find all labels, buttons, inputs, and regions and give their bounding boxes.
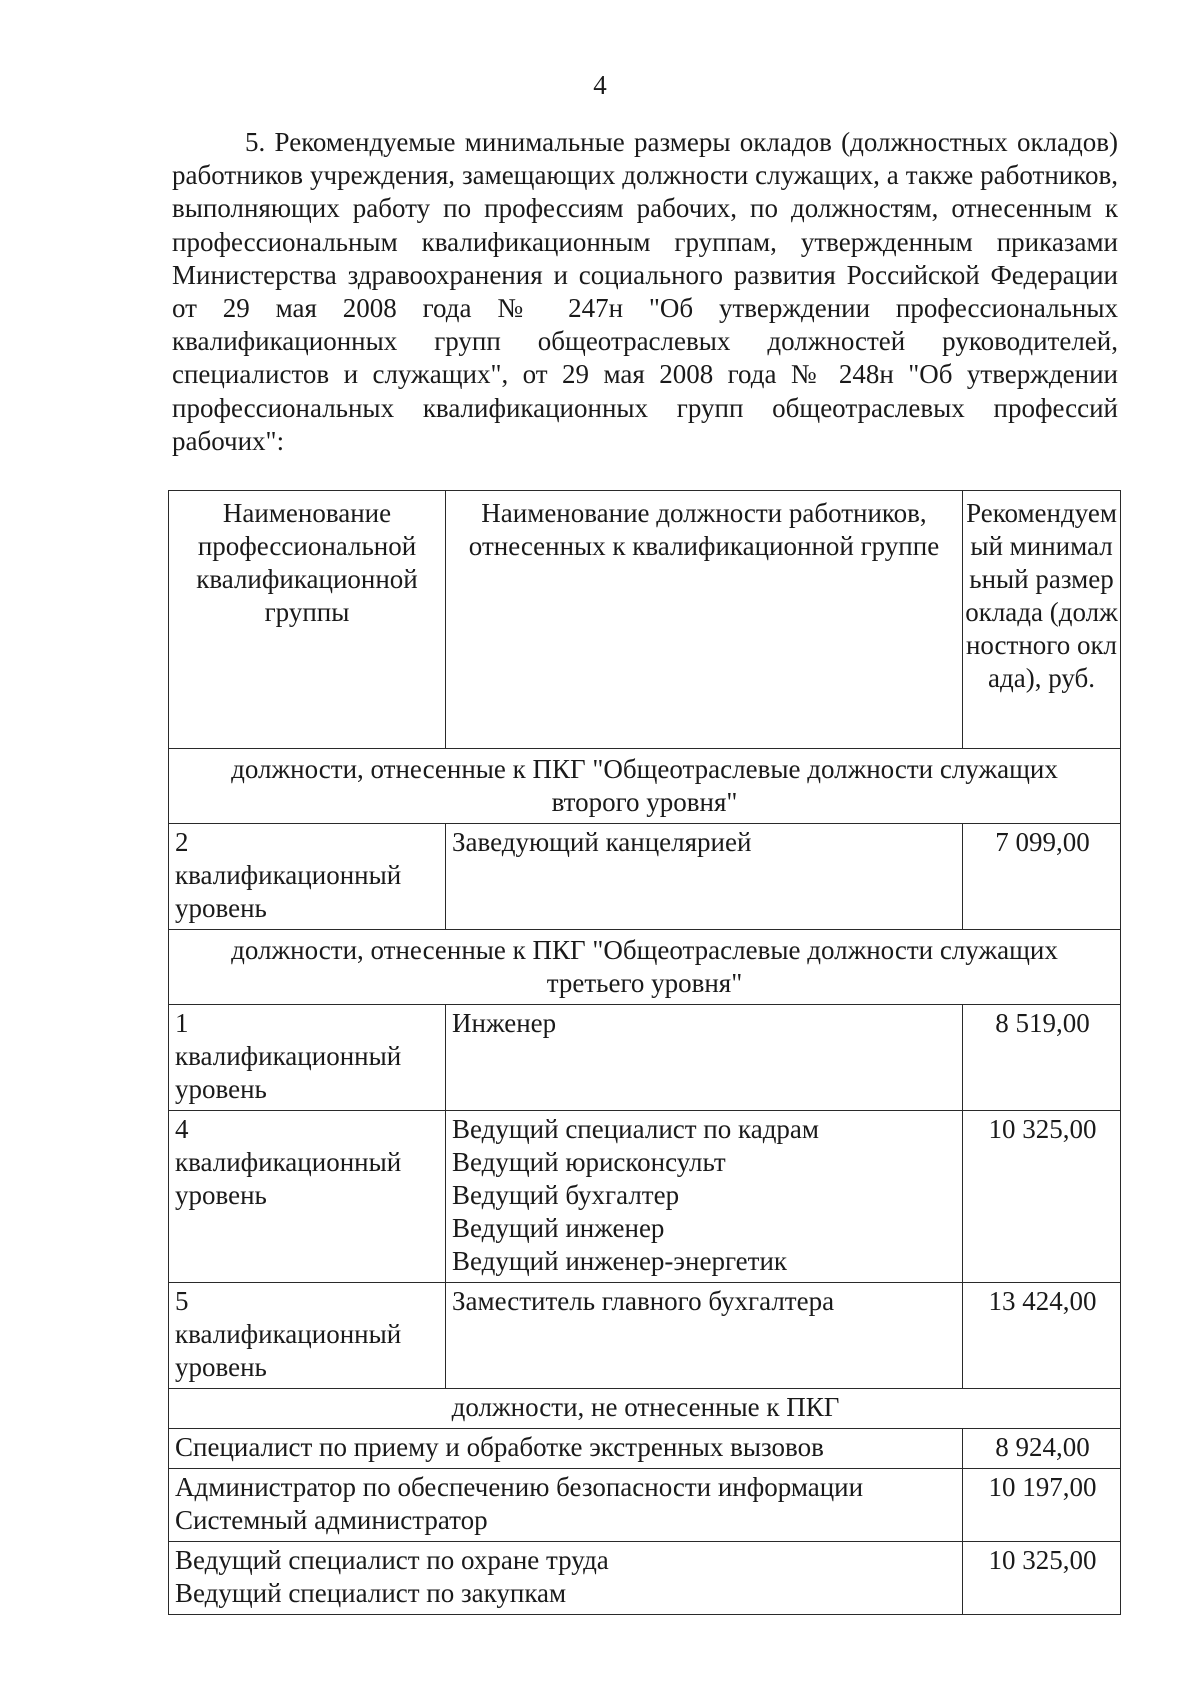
position-name: Заместитель главного бухгалтера: [452, 1286, 835, 1316]
position-name: Ведущий бухгалтер: [452, 1180, 680, 1210]
table-row: [169, 1542, 1121, 1615]
salary-value: 10 325,00: [963, 1111, 1121, 1283]
salary-table: [168, 490, 1121, 1615]
section-title-row: [169, 749, 1121, 824]
header-group-name: Наименование профессиональной квалификационной группы: [169, 491, 446, 749]
salary-value: 10 197,00: [963, 1469, 1121, 1542]
position-cell: [446, 1005, 963, 1111]
salary-value: 8 519,00: [963, 1005, 1121, 1111]
table-header-row: [169, 491, 1121, 749]
table-row: [169, 1111, 1121, 1283]
position-name: Ведущий специалист по охране труда: [175, 1545, 609, 1575]
section-title-row: [169, 930, 1121, 1005]
section-title: должности, отнесенные к ПКГ "Общеотраслевые должности служащих второго уровня": [169, 749, 1121, 824]
section-title: должности, отнесенные к ПКГ "Общеотраслевые должности служащих третьего уровня": [169, 930, 1121, 1005]
qualification-level: 4 квалификационный уровень: [169, 1111, 446, 1283]
position-name: Ведущий специалист по кадрам: [452, 1114, 820, 1144]
position-name: Ведущий инженер: [452, 1213, 665, 1243]
position-name: Инженер: [452, 1008, 557, 1038]
position-name: Ведущий юрисконсульт: [452, 1147, 726, 1177]
position-cell: [169, 1542, 963, 1615]
position-name: Заведующий канцелярией: [452, 827, 752, 857]
section-title-row: [169, 1389, 1121, 1429]
position-cell: [446, 1111, 963, 1283]
table-row: [169, 1429, 1121, 1469]
position-name: Ведущий специалист по закупкам: [175, 1578, 567, 1608]
paragraph-item-5: 5. Рекомендуемые минимальные размеры окладов (должностных окладов) работников учреждения, замещающих должности служащих, а также работников, выполняющих работу по профессиям рабочих, по должностям, отнесенным к профессиональным квалификационным группам, утвержденным приказами Министерства здравоохранения и социального развития Российской Федерации от 29 мая 2008 года № 247н "Об утверждении профессиональных квалификационных групп общеотраслевых должностей руководителей, специалистов и служащих", от 29 мая 2008 года № 248н "Об утверждении профессиональных квалификационных групп общеотраслевых профессий рабочих":: [172, 127, 1118, 456]
table-row: [169, 824, 1121, 930]
salary-value: 7 099,00: [963, 824, 1121, 930]
table-row: [169, 1005, 1121, 1111]
qualification-level: 5 квалификационный уровень: [169, 1283, 446, 1389]
salary-value: 13 424,00: [963, 1283, 1121, 1389]
position-cell: [169, 1429, 963, 1469]
table-row: [169, 1283, 1121, 1389]
salary-value: 8 924,00: [963, 1429, 1121, 1469]
section-title: должности, не отнесенные к ПКГ: [169, 1389, 1121, 1429]
qualification-level: 1 квалификационный уровень: [169, 1005, 446, 1111]
header-salary: Рекомендуемый минимальный размер оклада (должностного оклада), руб.: [963, 491, 1121, 749]
qualification-level: 2 квалификационный уровень: [169, 824, 446, 930]
position-name: Ведущий инженер-энергетик: [452, 1246, 788, 1276]
position-cell: [446, 824, 963, 930]
salary-value: 10 325,00: [963, 1542, 1121, 1615]
position-cell: [169, 1469, 963, 1542]
page-number: 4: [593, 70, 607, 100]
position-name: Администратор по обеспечению безопасности информации: [175, 1472, 864, 1502]
position-name: Системный администратор: [175, 1505, 488, 1535]
table-row: [169, 1469, 1121, 1542]
header-position-name: Наименование должности работников, отнесенных к квалификационной группе: [446, 491, 963, 749]
position-cell: [446, 1283, 963, 1389]
position-name: Специалист по приему и обработке экстренных вызовов: [175, 1432, 824, 1462]
